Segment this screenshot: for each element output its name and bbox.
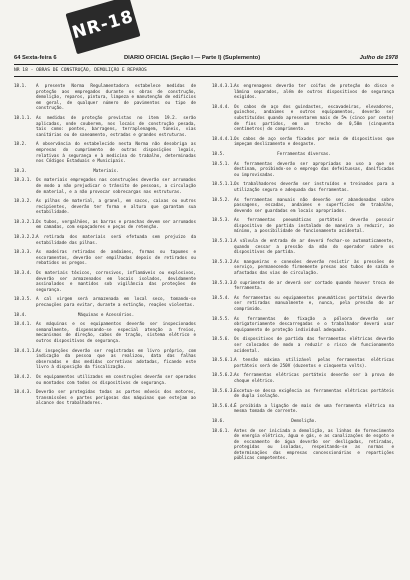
nr18-stamp: NR-18 (65, 0, 140, 54)
paragraph (212, 389, 394, 400)
paragraph (14, 220, 196, 231)
paragraph (14, 116, 196, 138)
paragraph-text: Os cabos de aço dos guindastes, escavadeiras, elevadores, guinchos, andaimes e outros equipamentos, deverão ser substituídos quando apresentarem mais de 5% (cinco por cento) de fios partidos, em um trecho de 0,50m (cinquenta centímetros) do comprimento. (234, 104, 394, 133)
paragraph-text: Os materiais empregados nas construções deverão ser arrumados de modo a não prejudicar o trânsito de pessoas, a circulação de material, e a não provocar sobrecargas nas estruturas. (36, 178, 196, 195)
paragraph-number: 18.6.1. (212, 428, 230, 434)
paragraph (212, 337, 394, 354)
paragraph-number: 18.5.6.3. (212, 388, 236, 394)
paragraph-number: 18.4.2. (14, 374, 32, 380)
paragraph-number: 18.5.3.3. (212, 280, 236, 286)
paragraph-number: 18.3.2.2. (14, 235, 38, 241)
paragraph-text: A válvula de entrada de ar deverá fechar-se automaticamente, quando cessar a pressão da mão do operador sobre os dispositivos de partida. (234, 239, 394, 256)
paragraph-text: As ferramentas manuais não deverão ser abandonadas sobre passagens, escadas, andaimes e superfícies de trabalho, devendo ser guardadas em locais apropriados. (234, 197, 394, 214)
paragraph-number: 18.5.4. (212, 295, 230, 301)
paragraph-text: A presente Norma Regulamentadora estabelece medidas de proteção aos empregados durante os obras de construção, demolição, reparos, pintura, limpeza e manutenção de edifícios em geral, de qualquer número de pavimentos ou tipo de construção. (36, 84, 196, 112)
paragraph (14, 84, 196, 112)
paragraph-number: 18.3.5. (14, 297, 32, 303)
paragraph-number: 18.6. (212, 418, 225, 424)
paragraph-text: As pilhas de material, a granel, em sacos, caixas ou outros recipientes, deverão ter forma e altura que garantam sua estabilidade. (36, 199, 196, 216)
paragraph (14, 313, 196, 319)
header-rule (14, 64, 398, 65)
paragraph (14, 250, 196, 267)
paragraph-number: 18.5.2. (212, 197, 230, 203)
paragraph-number: 18.3.1. (14, 178, 32, 184)
paragraph-number: 18.5.6.1. (212, 358, 236, 364)
paragraph-text: As máquinas e os equipamentos deverão ser inspecionados semanalmente, dispensando-se especial atenção a freios, mecanismos de direção, cabos de tração, sistema elétrico e outros dispositivos de segurança. (36, 322, 196, 344)
paragraph-number: 18.3.2.1. (14, 219, 38, 225)
paragraph (212, 162, 394, 179)
paragraph-text: As ferramentas de fixação a pólvora deverão ser obrigatoriamente descarregadas e o trabalhador deverá usar equipamento de proteção individual adequado. (234, 316, 394, 333)
paragraph-number: 18.5.1. (212, 161, 230, 167)
paragraph-number: 18.5.6. (212, 337, 230, 343)
paragraph (212, 296, 394, 313)
paragraph (14, 322, 196, 344)
paragraph (212, 429, 394, 463)
paragraph-text: As madeiras retiradas de andaimes, formas ou tapumes e escoramentos, deverão ser empilhadas depois de retirados ou rebatidos os pregos. (36, 250, 196, 267)
paragraph-text: As mangueiras e conexões deverão resistir às pressões de serviço, permanecendo firmemente presas aos tubos de saída e afastadas das vias de circulação. (234, 259, 394, 277)
paragraph-number: 18.3.4. (14, 271, 32, 277)
paragraph-number: 18.4. (14, 312, 27, 318)
paragraph (14, 169, 196, 175)
subsection-heading: Máquinas e Acessórios. (77, 312, 135, 318)
paragraph-number: 18.5.6.4. (212, 403, 236, 409)
subsection-heading: Demolição. (291, 418, 317, 424)
paragraph (212, 239, 394, 256)
paragraph (14, 142, 196, 164)
paragraph-text: As inspeções deverão ser registradas em livro próprio, com indicação da pessoa que as realizou, data das falhas observadas e das medidas corretivas adotadas, ficando este livro à disposição da fiscalização. (36, 348, 196, 371)
paragraph (212, 358, 394, 369)
paragraph-text: As ferramentas ou equipamentos pneumáticos portáteis deverão ser retiradas manualmente e, nunca, pela pressão do ar comprimido. (234, 295, 394, 312)
paragraph (212, 182, 394, 193)
section-title: NR 18 - OBRAS DE CONSTRUÇÃO, DEMOLIÇÃO E REPAROS (14, 68, 147, 73)
paragraph (14, 271, 196, 293)
paragraph-text: A cal virgem será armazenada em local seco, tomando-se precauções para evitar, durante a extinção, reações violentas. (36, 297, 196, 308)
paragraph-number: 18.4.1. (14, 322, 32, 328)
paragraph-text: Os materiais tóxicos, corrosivos, inflamáveis ou explosivos, deverão ser armazenados em locais isolados, devidamente assinalados e mantidos sob vigilância das proteções de segurança. (36, 271, 196, 293)
paragraph (14, 178, 196, 195)
paragraph-text: As ferramentas pneumáticas portáteis deverão possuir dispositivo de partida instalado de maneira a reduzir, ao mínimo, a possibilidade de funcionamento acidental. (234, 218, 394, 235)
left-column (14, 84, 196, 411)
paragraph-text: A retirada dos materiais será efetuada sem prejuízo da estabilidade das pilhas. (36, 235, 196, 246)
paragraph-number: 18.5.6.2. (212, 373, 236, 379)
paragraph-number: 18.5.5. (212, 316, 230, 322)
paragraph-number: 18.1.1. (14, 115, 32, 121)
paragraph (212, 404, 394, 415)
paragraph-number: 18.3. (14, 168, 27, 174)
paragraph-number: 18.3.2. (14, 199, 32, 205)
paragraph-number: 18.5.3.1. (212, 239, 236, 245)
paragraph (212, 317, 394, 334)
paragraph-number: 18.5.3.2. (212, 259, 236, 265)
paragraph (212, 260, 394, 277)
paragraph (212, 105, 394, 133)
paragraph-number: 18.4.4.1. (212, 136, 236, 142)
journal-title: DIARIO OFICIAL (Seção I — Parte I) (Suplemento) (124, 55, 261, 61)
paragraph-text: Excetua-se dessa exigência as ferramentas elétricas portáteis de dupla isolação. (234, 388, 394, 400)
paragraph-text: As ferramentas deverão ser apropriadas ao uso a que se destinam, proibindo-se o emprego das defeituosas, danificadas ou improvisadas. (234, 161, 394, 178)
paragraph-text: As medidas de proteção previstas no item 19.2. serão aplicadas, onde couberem, nos locais de construção pesada, tais como: pontes, barragens, terraplenagem, túneis, vias sanitárias ou de saneamento, estradas e grandes estruturas. (36, 115, 196, 138)
paragraph-number: 18.4.1.1. (14, 348, 38, 354)
right-column (212, 84, 394, 466)
paragraph-number: 18.2. (14, 142, 27, 148)
paragraph-number: 18.5. (212, 151, 225, 157)
paragraph (14, 297, 196, 308)
paragraph (212, 152, 394, 158)
paragraph-text: Os trabalhadores deverão ser instruídos e treinados para a utilização segura e adequada das ferramentas. (234, 182, 394, 193)
paragraph-text: As ferramentas elétricas portáteis deverão ser à prova de choque elétrico. (234, 373, 394, 384)
paragraph-text: Antes de ser iniciada a demolição, as linhas de fornecimento de energia elétrica, água e gás, e as canalizações de esgoto e de escoamento de água deverão ser desligadas, retiradas, protegidas ou isoladas, respeitando-se as normas e determinações das empresas concessionárias e repartições públicas competentes. (234, 428, 394, 462)
paragraph-text: A observância do estabelecido nesta Norma não desobriga as empresas do cumprimento de outras disposições legais, relativas à segurança e à medicina do trabalho, determinadas nos Códigos Estaduais e Municipais. (36, 142, 196, 165)
paragraph-text: O suprimento de ar deverá ser cortado quando houver troca de ferramenta. (234, 280, 394, 292)
paragraph-text: As engrenagens deverão ter coifas de proteção do disco e lâmina separados, além de outros dispositivos de segurança exigidos. (234, 84, 394, 101)
paragraph (212, 373, 394, 384)
paragraph-text: Os tubos, vergalhões, as barras e pranchas devem ser arrumados em camadas, com espaçadores e peças de retenção. (36, 219, 196, 231)
paragraph-number: 18.1. (14, 84, 27, 89)
subsection-heading: Materiais. (93, 168, 119, 174)
paragraph-text: Os equipamentos utilizados em construções deverão ser operados ou montados com todos os dispositivos de segurança. (36, 374, 196, 386)
paragraph-text: A tensão máxima utilizável pelas ferramentas elétricas portáteis será de 250V (duzentos e cinquenta volts). (234, 358, 394, 369)
paragraph (14, 199, 196, 216)
paragraph (212, 84, 394, 101)
paragraph (212, 218, 394, 235)
paragraph (14, 390, 196, 407)
issue-date: Julho de 1978 (359, 55, 398, 61)
paragraph-number: 18.4.3.1. (212, 84, 236, 89)
paragraph-text: Deverão ser protegidas todas as partes móveis dos motores, transmissões e partes perigosas das máquinas que estejam ao alcance dos trabalhadores. (36, 390, 196, 407)
paragraph-text: Os dispositivos de partida das ferramentas elétricas deverão ser colocados de modo a reduzir o risco de funcionamento acidental. (234, 337, 394, 354)
paragraph (14, 375, 196, 386)
paragraph-number: 18.5.1.1. (212, 182, 236, 188)
paragraph-number: 18.4.4. (212, 104, 230, 110)
paragraph (212, 137, 394, 148)
paragraph (212, 198, 394, 215)
paragraph-text: Os cabos de aço serão fixados por meio de dispositivos que impeçam deslizamento e desgaste. (234, 136, 394, 148)
paragraph-number: 18.4.3. (14, 390, 32, 396)
paragraph-number: 18.3.3. (14, 250, 32, 256)
page-number: 64 Sexta-feira 6 (14, 55, 57, 61)
title-rule (14, 76, 398, 77)
paragraph-number: 18.5.3. (212, 218, 230, 224)
paragraph (14, 349, 196, 371)
paragraph-text: É proibida a ligação de mais de uma ferramenta elétrica na mesma tomada de corrente. (234, 403, 394, 415)
paragraph (212, 419, 394, 425)
subsection-heading: Ferramentas diversas. (277, 151, 331, 157)
paragraph (14, 235, 196, 246)
paragraph (212, 281, 394, 292)
